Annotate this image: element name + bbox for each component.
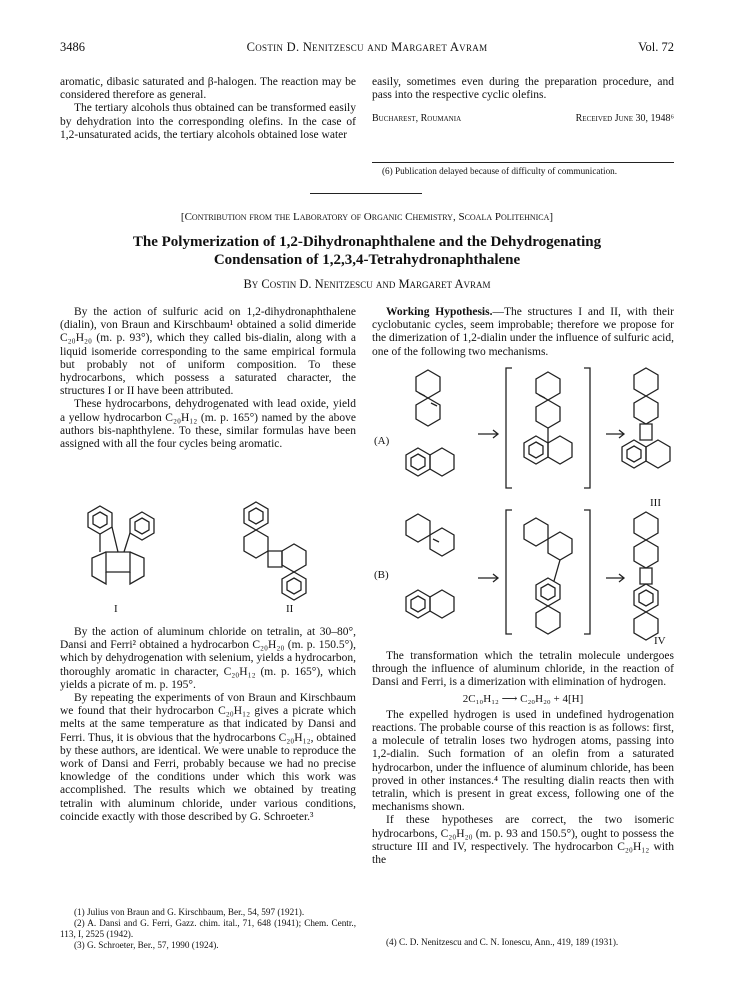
article-title: [60, 233, 674, 269]
article-separator: [310, 193, 422, 194]
title-line-2: Condensation of 1,2,3,4-Tetrahydronaphthalene: [213, 252, 521, 268]
footnote-rule: [372, 162, 674, 163]
prev-dateline: [372, 112, 674, 128]
label-III: III: [650, 497, 661, 509]
prev-article-left: [60, 76, 356, 142]
label-II: II: [286, 603, 294, 615]
scheme-A: [374, 368, 670, 509]
right-col-top: [372, 306, 674, 359]
volume-number: Vol. 72: [638, 40, 674, 54]
prev-location: Bucharest, Roumania: [372, 113, 462, 125]
footnote-1: (1) Julius von Braun and G. Kirschbaum, Ber., 54, 597 (1921).: [74, 907, 305, 917]
contribution-text: [Contribution from the Laboratory of Organic Chemistry, Scoala Politehnica]: [180, 211, 554, 223]
left-col-bottom: [60, 626, 356, 824]
structures-I-II-figure: [60, 496, 356, 618]
footnote-4: (4) C. D. Nenitzescu and C. N. Ionescu, Ann., 419, 189 (1931).: [386, 937, 619, 947]
prev-footnote: (6) Publication delayed because of difficulty of communication.: [382, 166, 618, 176]
contribution-line: [60, 211, 674, 223]
right-p1-text: —The structures I and II, with their cyclobutanic cycles, seem improbable; therefore we propose for the dimerization of 1,2-dialin under the influence of sulfuric acid, one of the following two mechanisms.: [372, 306, 675, 358]
left-p1: By the action of sulfuric acid on 1,2-dihydronaphthalene (dialin), von Braun and Kirschbaum¹ obtained a solid dimeride C₂₀H₂₀ (m. p. 93°), which they called bis-dialin, along with a liquid isomeride corresponding to the same empirical formula but probably not of uniform composition. To these hydrocarbons, which possess a saturated character, the structures I or II have been attributed.: [60, 306, 356, 398]
right-p2: The transformation which the tetralin molecule undergoes through the influence of aluminum chloride, in the reaction of Dansi and Ferri, is a dimerization with elimination of hydrogen.: [372, 650, 674, 689]
footnote-3: (3) G. Schroeter, Ber., 57, 1990 (1924).: [74, 940, 219, 950]
equation: 2C₁₀H₁₂ ⟶ C₂₀H₂₀ + 4[H]: [462, 692, 584, 705]
right-p1: [372, 306, 674, 359]
left-p2: These hydrocarbons, dehydrogenated with lead oxide, yield a yellow hydrocarbon C₂₀H₁₂ (m. p. 165°) named by the above authors bis-naphthylene. To these, similar formulas have been assigned with all the four cycles being aromatic.: [60, 398, 356, 451]
structure-I: [88, 506, 154, 584]
prev-right-text: easily, sometimes even during the preparation procedure, and pass into the respective cyclic olefins.: [372, 76, 674, 102]
left-footnotes: [60, 907, 356, 951]
prev-received: Received June 30, 1948⁶: [575, 113, 674, 125]
running-title: Costin D. Nenitzescu and Margaret Avram: [246, 40, 488, 54]
running-header: [60, 40, 674, 58]
working-hypothesis-heading: Working Hypothesis.: [386, 306, 493, 318]
left-p4: By repeating the experiments of von Braun and Kirschbaum we found that their hydrocarbon C₂₀H₁₂ gives a picrate which melts at the same temperature as that indicated by Dansi and Ferri. Thus, it is obvious that the hydrocarbons C₂₀H₁₂, obtained by these authors, are identical. We were unable to reproduce the work of Dansi and Ferri, probably because we had no precise knowledge of the conditions under which this work was accomplished. The results which we obtained by treating tetralin with aluminum chloride, under various conditions, coincide exactly with those described by G. Schroeter.³: [60, 692, 356, 823]
label-I: I: [114, 603, 118, 615]
left-p3: By the action of aluminum chloride on tetralin, at 30–80°, Dansi and Ferri² obtained a hydrocarbon C₂₀H₂₀ (m. p. 150.5°), which by dehydrogenation with selenium, yields a hydrocarbon, thoroughly aromatic in character, C₂₀H₁₂ (m. p. 165°), which yields a picrate of m. p. 195°.: [60, 626, 356, 691]
prev-left-p1: aromatic, dibasic saturated and β-halogen. The reaction may be considered therefore as general.: [60, 76, 356, 102]
left-col-top: [60, 306, 356, 451]
title-line-1: The Polymerization of 1,2-Dihydronaphthalene and the Dehydrogenating: [132, 234, 602, 250]
label-B: (B): [374, 569, 389, 581]
prev-article-right: [372, 76, 674, 128]
structure-II: [244, 502, 306, 600]
prev-left-p2: The tertiary alcohols thus obtained can be transformed easily by dehydration into the corresponding olefins. In the case of 1,2-unsaturated acids, the tertiary alcohols obtained lose water: [60, 102, 356, 141]
right-footnotes: [372, 937, 674, 948]
right-p4: If these hypotheses are correct, the two isomeric hydrocarbons, C₂₀H₂₀ (m. p. 93 and 150.5°), ought to possess the structure III and IV, respectively. The hydrocarbon C₂₀H₁₂ with the: [372, 814, 674, 867]
page-number: 3486: [60, 40, 85, 54]
right-p3: The expelled hydrogen is used in undefined hydrogenation reactions. The probable course of this reaction is as follows: first, a molecule of tetralin loses two hydrogen atoms, passing into 1,2-dialin. Such formation of an olefin from a saturated hydrocarbon, under the influence of aluminum chloride, has been proved in other instances.⁴ The resulting dialin reacts then with tetralin, which is present in great excess, following one of the mechanisms shown.: [372, 708, 674, 814]
label-A: (A): [374, 435, 390, 447]
footnote-2: (2) A. Dansi and G. Ferri, Gazz. chim. ital., 71, 648 (1941); Chem. Centr., 113, I, 2525 (1942).: [60, 918, 356, 939]
label-IV: IV: [654, 635, 666, 646]
right-col-bottom: [372, 650, 674, 867]
scheme-B: [374, 510, 666, 646]
byline: By Costin D. Nenitzescu and Margaret Avram: [243, 277, 491, 291]
mechanism-scheme: [372, 364, 674, 646]
